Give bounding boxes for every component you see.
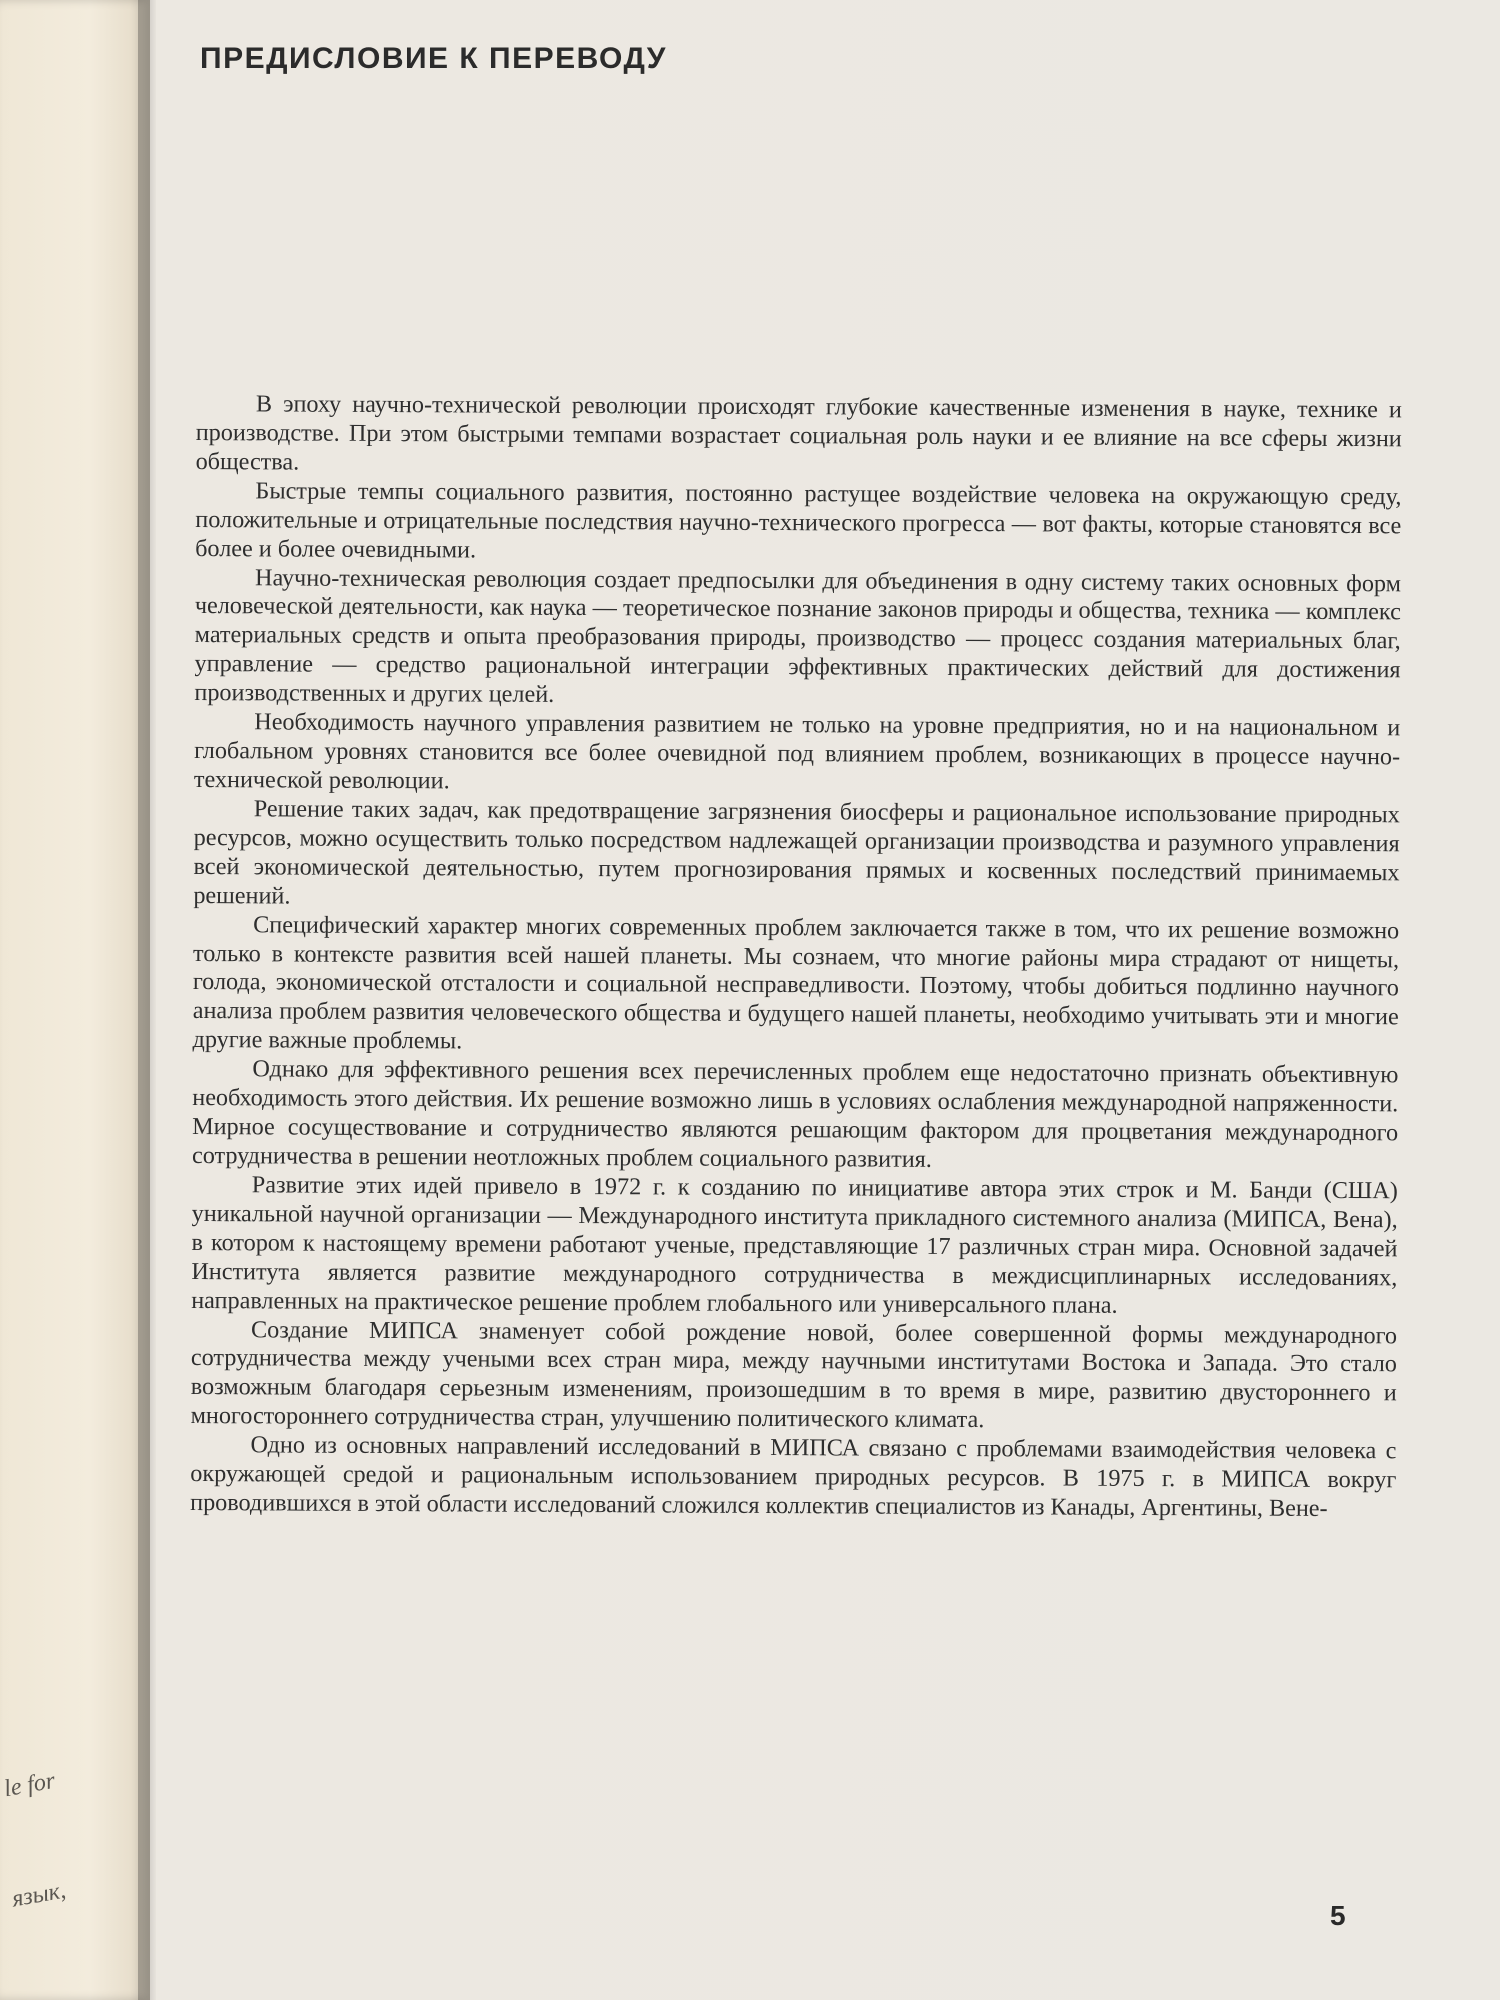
paragraph: Решение таких задач, как предотвращение загрязнения биосферы и рациональное использование природных ресурсов, можно осуществить только посредством надлежащей организации производства и разумного управления всей экономической деятельностью, путем прогнозирования прямых и косвенных последствий принимаемых решений. — [193, 795, 1400, 910]
book-gutter — [138, 0, 156, 2000]
paragraph: Одно из основных направлений исследований в МИПСА связано с проблемами взаимодействия человека с окружающей средой и рациональным использованием природных ресурсов. В 1975 г. в МИПСА вокруг проводившихся в этой области исследований сложился коллектив специалистов из Канады, Аргентины, Вене- — [190, 1431, 1397, 1522]
paragraph: Научно-техническая революция создает предпосылки для объединения в одну систему таких основных форм человеческой деятельности, как наука — теоретическое познание законов природы и общества, техника — комплекс материальных средств и опыта преобразования природы, производство — процесс создания материальных благ, управление — средство рациональной интеграции эффективных практических действий для достижения производственных и других целей. — [194, 563, 1402, 709]
paragraph: Необходимость научного управления развитием не только на уровне предприятия, но и на национальном и глобальном уровнях становится все более очевидной под влиянием проблем, возникающих в процессе научно-технической революции. — [193, 708, 1401, 795]
paragraph: Создание МИПСА знаменует собой рождение новой, более совершенной формы международного сотрудничества между учеными всех стран мира, между научными институтами Востока и Запада. Это стало возможным благодаря серьезным изменениям, произошедшим в то время в мире, развитию двустороннего и многостороннего сотрудничества стран, улучшению политического климата. — [190, 1315, 1398, 1434]
paragraph: Быстрые темпы социального развития, постоянно растущее воздействие человека на окружающую среду, положительные и отрицательные последствия научно-технического прогресса — вот факты, которые становятся все более и более очевидными. — [195, 477, 1402, 564]
paragraph: Специфический характер многих современных проблем заключается также в том, что их решение возможно только в контексте развития всей нашей планеты. Мы сознаем, что многие районы мира страдают от нищеты, голода, экономической отсталости и социальной несправедливости. Поэтому, чтобы добиться подлинно научного анализа проблем развития человеческого общества и будущего нашей планеты, необходимо учитывать эти и многие другие важные проблемы. — [192, 910, 1400, 1055]
page-title: ПРЕДИСЛОВИЕ К ПЕРЕВОДУ — [200, 42, 667, 75]
paragraph: Развитие этих идей привело в 1972 г. к созданию по инициативе автора этих строк и М. Банди (США) уникальной научной организации — Международного института прикладного системного анализа (МИПСА, Вена), в котором к настоящему времени работают ученые, представляющие 17 различных стран мира. Основной задачей Института является развитие международного сотрудничества в междисциплинарных исследованиях, направленных на практическое решение проблем глобального или универсального плана. — [191, 1171, 1398, 1319]
left-page-fragment: le for — [2, 1767, 58, 1803]
left-page-fragment: язык, — [10, 1877, 68, 1913]
right-page — [156, 0, 1500, 2000]
paragraph: Однако для эффективного решения всех перечисленных проблем еще недостаточно признать объективную необходимость этого действия. Их решение возможно лишь в условиях ослабления международной напряженности. Мирное сосуществование и сотрудничество являются решающим фактором для процветания международного сотрудничества в решении неотложных проблем социального развития. — [191, 1055, 1399, 1173]
page-number: 5 — [1330, 1900, 1346, 1931]
left-page-edge — [0, 0, 150, 2000]
body-text — [190, 390, 1402, 1524]
paragraph: В эпоху научно-технической революции происходят глубокие качественные изменения в науке, технике и производстве. При этом быстрыми темпами возрастает социальная роль науки и ее влияние на все сферы жизни общества. — [195, 390, 1402, 476]
